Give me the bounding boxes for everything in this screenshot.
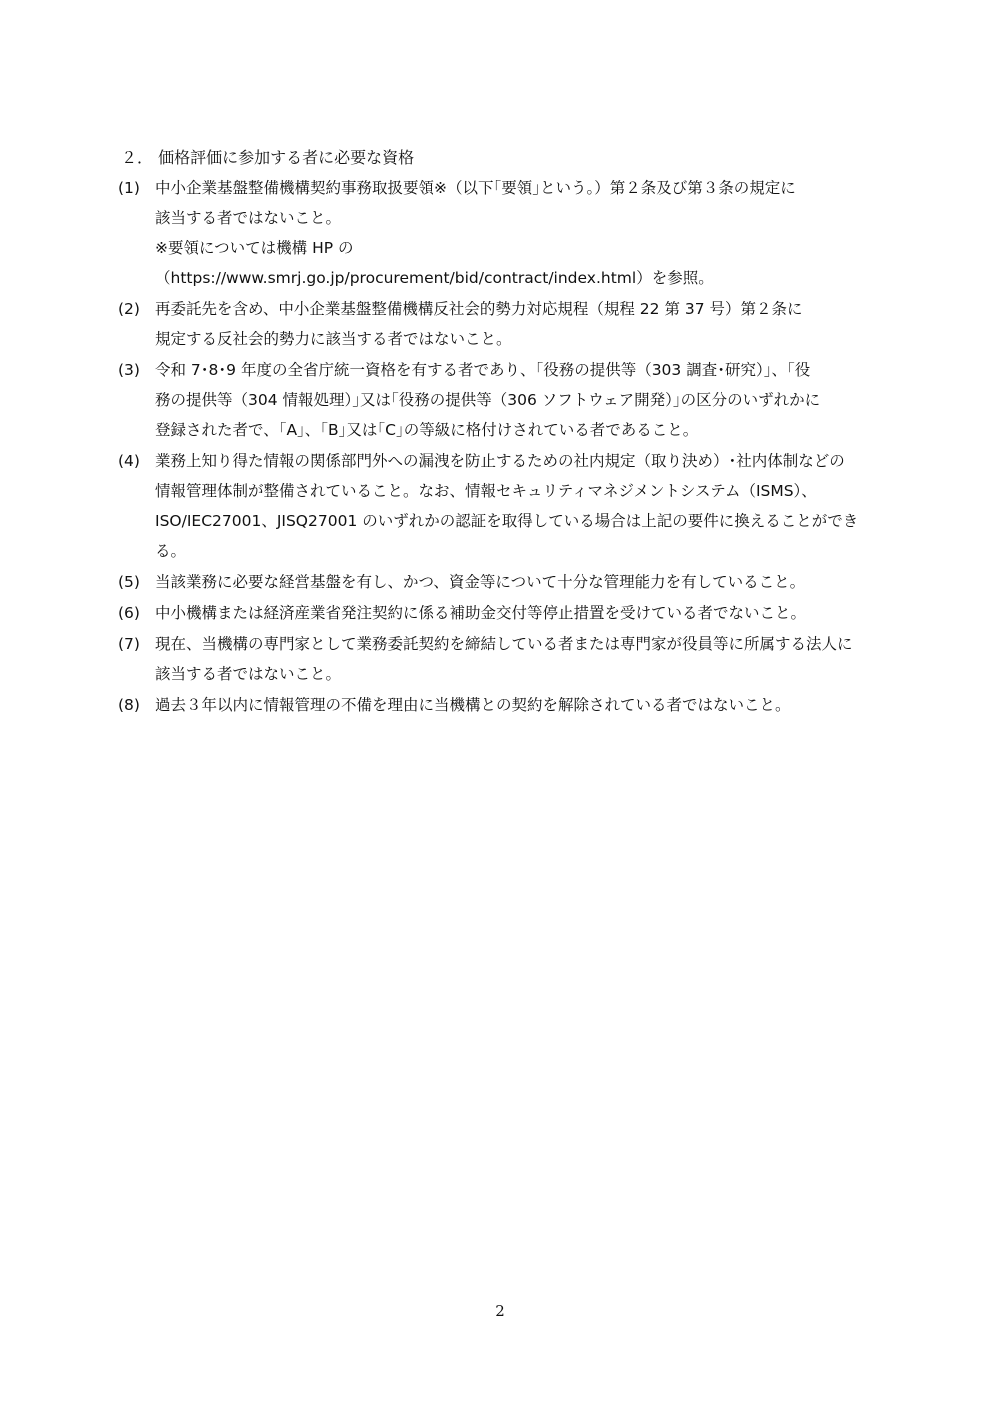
item-text-line: る。: [155, 542, 187, 560]
item-text-line: 中小企業基盤整備機構契約事務取扱要領※（以下｢要領｣という。）第２条及び第３条の規定に: [155, 179, 796, 197]
list-item: [118, 446, 888, 566]
item-number: (1): [118, 179, 140, 197]
item-text-line: 過去３年以内に情報管理の不備を理由に当機構との契約を解除されている者ではないこと。: [155, 696, 791, 714]
item-number: (3): [118, 361, 140, 379]
item-number: (4): [118, 452, 140, 470]
item-text-line: 務の提供等（304 情報処理）｣又は｢役務の提供等（306 ソフトウェア開発）｣の区分のいずれかに: [155, 391, 821, 409]
item-text-line: 当該業務に必要な経営基盤を有し、かつ、資金等について十分な管理能力を有していること。: [155, 573, 806, 591]
item-text-line: 規定する反社会的勢力に該当する者ではないこと。: [155, 330, 512, 348]
item-number: (2): [118, 300, 140, 318]
item-text-line: 該当する者ではないこと。: [155, 665, 342, 683]
list-item: [118, 173, 888, 293]
item-text-line: 令和 7･8･9 年度の全省庁統一資格を有する者であり、｢役務の提供等（303 調査･研究）｣、｢役: [155, 361, 811, 379]
item-number: (5): [118, 573, 140, 591]
list-item: [118, 355, 888, 445]
item-number: (8): [118, 696, 140, 714]
item-text-line: 該当する者ではないこと。: [155, 209, 342, 227]
list-item: [118, 567, 888, 597]
list-item: [118, 294, 888, 354]
item-text-line: 中小機構または経済産業省発注契約に係る補助金交付等停止措置を受けている者でないこと。: [155, 604, 807, 622]
item-number: (6): [118, 604, 140, 622]
item-text-line: 再委託先を含め、中小企業基盤整備機構反社会的勢力対応規程（規程 22 第 37 号）第２条に: [155, 300, 803, 318]
reference-url: （https://www.smrj.go.jp/procurement/bid/contract/index.html）を参照。: [155, 269, 714, 287]
item-text-line: 情報管理体制が整備されていること。なお、情報セキュリティマネジメントシステム（ISMS）、: [155, 482, 817, 500]
item-text-line: 業務上知り得た情報の関係部門外への漏洩を防止するための社内規定（取り決め）･社内体制などの: [155, 452, 845, 470]
item-text-line: ISO/IEC27001、JISQ27001 のいずれかの認証を取得している場合は上記の要件に換えることができ: [155, 512, 859, 530]
item-text-line: 登録された者で、｢A｣、｢B｣又は｢C｣の等級に格付けされている者であること。: [155, 421, 699, 439]
item-number: (7): [118, 635, 140, 653]
list-item: [118, 598, 888, 628]
page-number: 2: [495, 1302, 505, 1320]
item-text-line: 現在、当機構の専門家として業務委託契約を締結している者または専門家が役員等に所属する法人に: [155, 635, 853, 653]
list-item: [118, 629, 888, 689]
section-heading: ２． 価格評価に参加する者に必要な資格: [121, 148, 415, 167]
item-text-line: ※要領については機構 HP の: [155, 239, 354, 257]
requirements-list: [118, 173, 888, 721]
list-item: [118, 690, 888, 720]
